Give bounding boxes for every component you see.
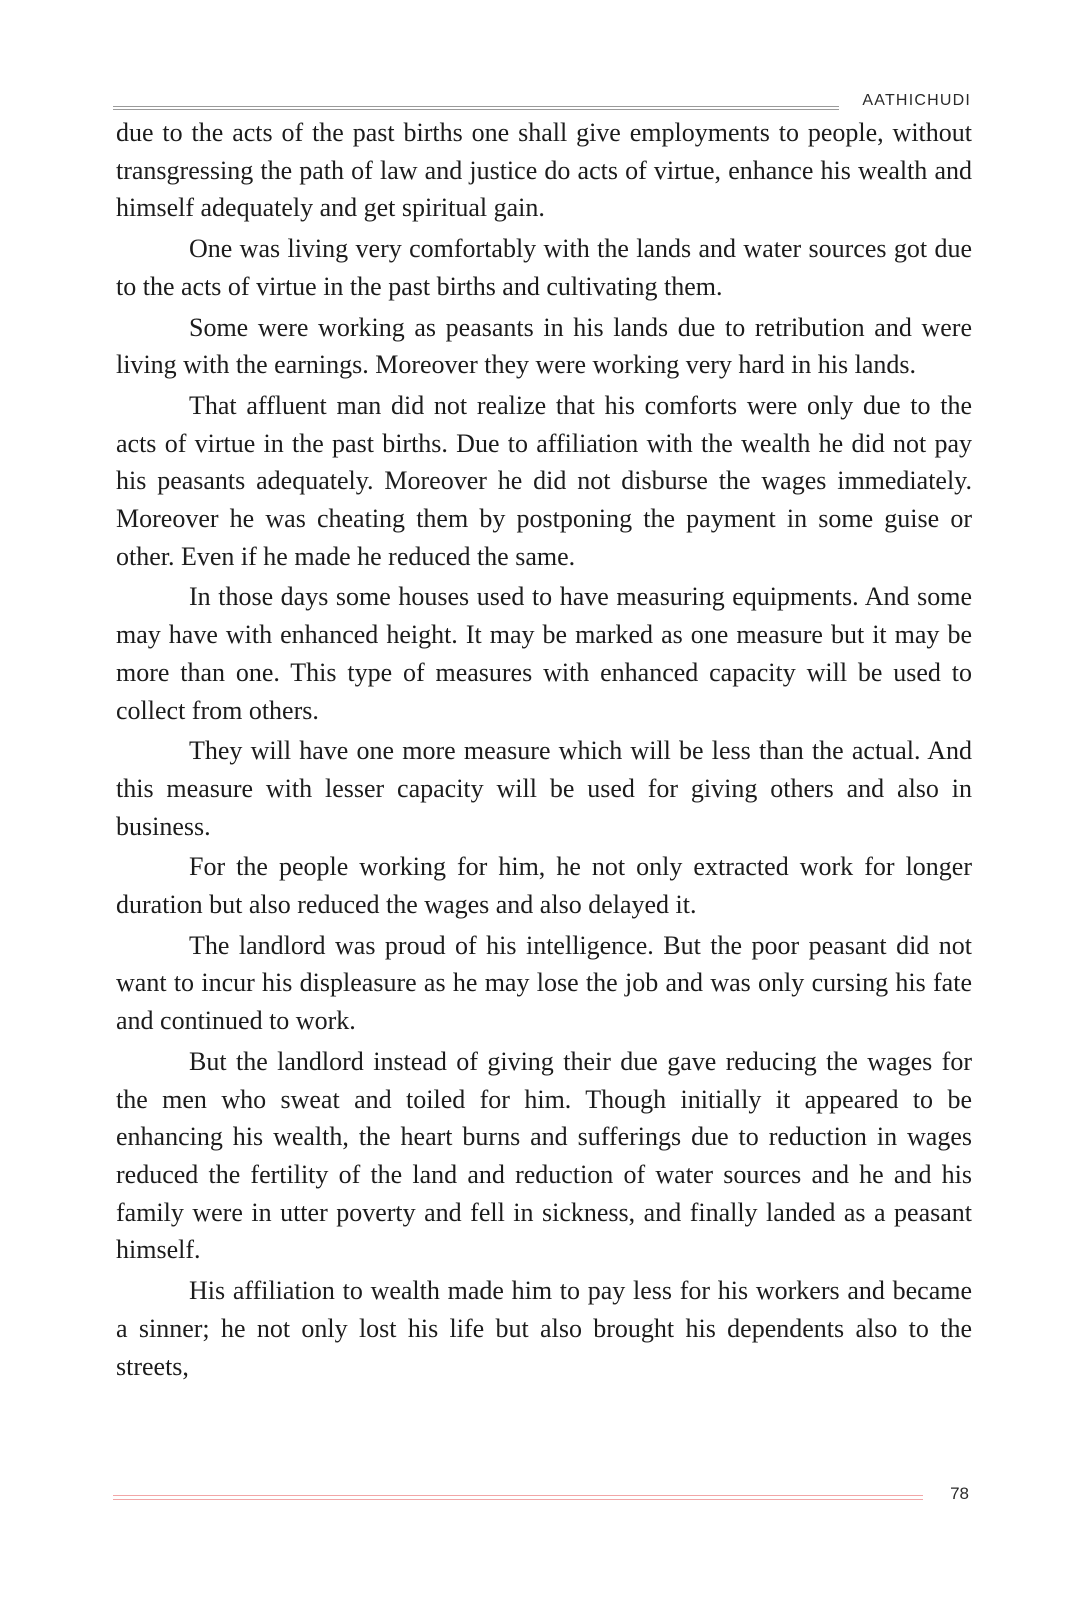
footer-rule: [113, 1495, 923, 1500]
paragraph-10: His affiliation to wealth made him to pay less for his workers and became a sinner; he not only lost his life but also brought his dependents also to the streets,: [116, 1276, 972, 1381]
paragraph-4: That affluent man did not realize that his comforts were only due to the acts of virtue in the past births. Due to affiliation with the wealth he did not pay his peasants adequately. Moreover he did not disburse the wages immediately. Moreover he was cheating them by postponing the payment in some guise or other. Even if he made he reduced the same.: [116, 390, 972, 571]
paragraph-8: The landlord was proud of his intelligence. But the poor peasant did not want to incur his displeasure as he may lose the job and was only cursing his fate and continued to work.: [116, 930, 972, 1036]
paragraph-6: They will have one more measure which will be less than the actual. And this measure with lesser capacity will be used for giving others and also in business.: [116, 736, 972, 841]
body-text: [116, 114, 972, 1388]
paragraph-3: Some were working as peasants in his lands due to retribution and were living with the earnings. Moreover they were working very hard in his lands.: [116, 312, 972, 380]
paragraph-1: due to the acts of the past births one shall give employments to people, without transgressing the path of law and justice do acts of virtue, enhance his wealth and himself adequately and get spiritual gain.: [116, 118, 972, 223]
page-number: 78: [950, 1484, 969, 1503]
running-header: [113, 90, 971, 116]
header-title: AATHICHUDI: [862, 92, 971, 109]
paragraph-2: One was living very comfortably with the lands and water sources got due to the acts of virtue in the past births and cultivating them.: [116, 234, 972, 301]
header-rule: [113, 106, 839, 110]
paragraph-7: For the people working for him, he not only extracted work for longer duration but also reduced the wages and also delayed it.: [116, 852, 972, 920]
page-footer: [113, 1486, 971, 1510]
paragraph-9: But the landlord instead of giving their due gave reducing the wages for the men who sweat and toiled for him. Though initially it appeared to be enhancing his wealth, the heart burns and sufferings due to reduction in wages reduced the fertility of the land and reduction of water sources and he and his family were in utter poverty and fell in sickness, and finally landed as a peasant himself.: [116, 1046, 972, 1265]
paragraph-5: In those days some houses used to have measuring equipments. And some may have with enhanced height. It may be marked as one measure but it may be more than one. This type of measures with enhanced capacity will be used to collect from others.: [116, 582, 972, 725]
